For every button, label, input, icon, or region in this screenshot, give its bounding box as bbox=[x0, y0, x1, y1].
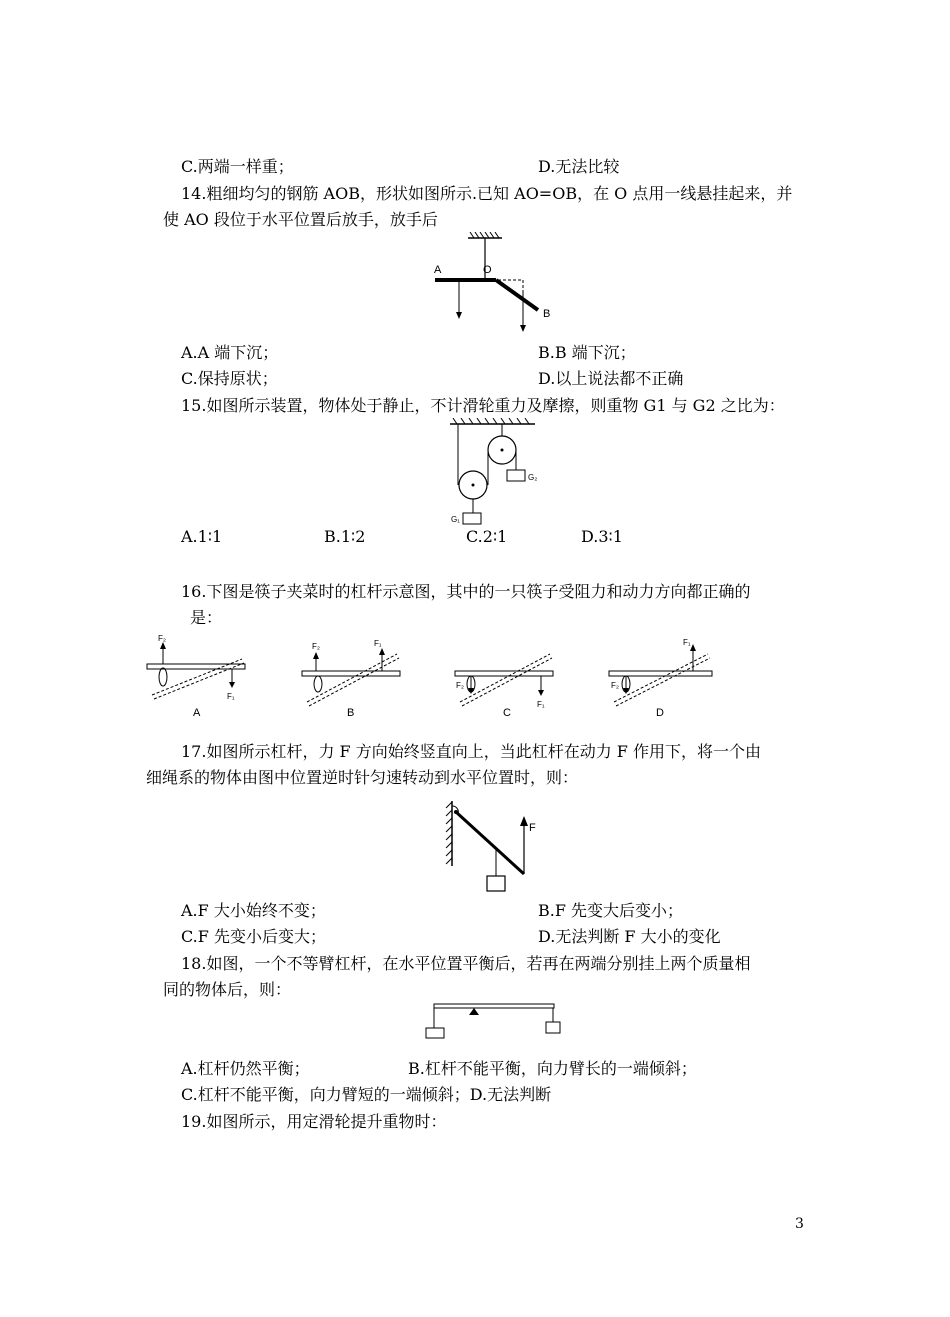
q16a-label-f1: F₁ bbox=[227, 692, 235, 701]
q16-figure-b bbox=[297, 632, 407, 722]
q14-option-b: B.B 端下沉； bbox=[538, 343, 636, 362]
q17-figure-lever bbox=[438, 796, 548, 896]
q14-question-line2: 使 AO 段位于水平位置后放手，放手后 bbox=[163, 210, 438, 229]
q16-question-line2: 是： bbox=[190, 608, 223, 627]
q15-option-d: D.3∶1 bbox=[581, 527, 623, 546]
q16d-label-f2: F₂ bbox=[611, 681, 619, 690]
q16c-label-f1: F₁ bbox=[537, 700, 545, 709]
q13-option-c: C.两端一样重； bbox=[181, 157, 294, 176]
q14-option-c: C.保持原状； bbox=[181, 369, 278, 388]
q17-option-b: B.F 先变大后变小； bbox=[538, 901, 684, 920]
q18-figure-unequal-lever bbox=[422, 1000, 562, 1042]
q14-option-a: A.A 端下沉； bbox=[181, 343, 279, 362]
q15-option-c: C.2∶1 bbox=[466, 527, 508, 546]
q14-option-d: D.以上说法都不正确 bbox=[538, 369, 684, 388]
q17-option-a: A.F 大小始终不变； bbox=[181, 901, 326, 920]
q16-figure-d bbox=[604, 632, 719, 722]
q16b-letter: B bbox=[347, 707, 355, 719]
q17-question-line1: 17.如图所示杠杆，力 F 方向始终竖直向上，当此杠杆在动力 F 作用下，将一个由 bbox=[181, 742, 761, 761]
q16b-label-f1: F₁ bbox=[374, 639, 382, 648]
q17-question-line2: 细绳系的物体由图中位置逆时针匀速转动到水平位置时，则： bbox=[146, 768, 579, 787]
q14-question-line1: 14.粗细均匀的钢筋 AOB，形状如图所示.已知 AO=OB，在 O 点用一线悬挂起来，并 bbox=[181, 184, 793, 203]
q14-label-o: O bbox=[483, 264, 492, 276]
q18-option-c-d: C.杠杆不能平衡，向力臂短的一端倾斜；D.无法判断 bbox=[181, 1085, 552, 1104]
q15-figure-pulleys bbox=[445, 418, 555, 530]
q16a-label-f2: F₂ bbox=[158, 634, 166, 643]
q16a-letter: A bbox=[193, 707, 201, 719]
q16c-label-f2: F₂ bbox=[456, 681, 464, 690]
q14-label-b: B bbox=[543, 308, 551, 320]
q18-question-line1: 18.如图，一个不等臂杠杆，在水平位置平衡后，若再在两端分别挂上两个质量相 bbox=[181, 954, 751, 973]
q15-question: 15.如图所示装置，物体处于静止，不计滑轮重力及摩擦，则重物 G1 与 G2 之比为： bbox=[181, 396, 785, 415]
q17-option-c: C.F 先变小后变大； bbox=[181, 927, 326, 946]
q14-label-a: A bbox=[434, 264, 442, 276]
q16-question-line1: 16.下图是筷子夹菜时的杠杆示意图，其中的一只筷子受阻力和动力方向都正确的 bbox=[181, 582, 751, 601]
q18-question-line2: 同的物体后，则： bbox=[163, 980, 292, 999]
q19-question: 19.如图所示，用定滑轮提升重物时： bbox=[181, 1112, 447, 1131]
q18-option-b: B.杠杆不能平衡，向力臂长的一端倾斜； bbox=[408, 1059, 697, 1078]
q15-option-a: A.1∶1 bbox=[181, 527, 223, 546]
q16-figure-c bbox=[450, 632, 560, 722]
q15-label-g1: G₁ bbox=[451, 515, 460, 524]
q14-figure-bent-rod bbox=[430, 232, 560, 342]
q17-label-f: F bbox=[529, 822, 536, 834]
q16c-letter: C bbox=[503, 707, 511, 719]
page-number: 3 bbox=[795, 1216, 804, 1232]
q16d-letter: D bbox=[656, 707, 664, 719]
q15-label-g2: G₂ bbox=[528, 473, 538, 482]
q16-figure-a bbox=[142, 632, 252, 722]
q15-option-b: B.1∶2 bbox=[324, 527, 366, 546]
q17-option-d: D.无法判断 F 大小的变化 bbox=[538, 927, 721, 946]
q16d-label-f1: F₁ bbox=[683, 638, 691, 647]
q18-option-a: A.杠杆仍然平衡； bbox=[181, 1059, 310, 1078]
q13-option-d: D.无法比较 bbox=[538, 157, 620, 176]
q16b-label-f2: F₂ bbox=[312, 642, 320, 651]
